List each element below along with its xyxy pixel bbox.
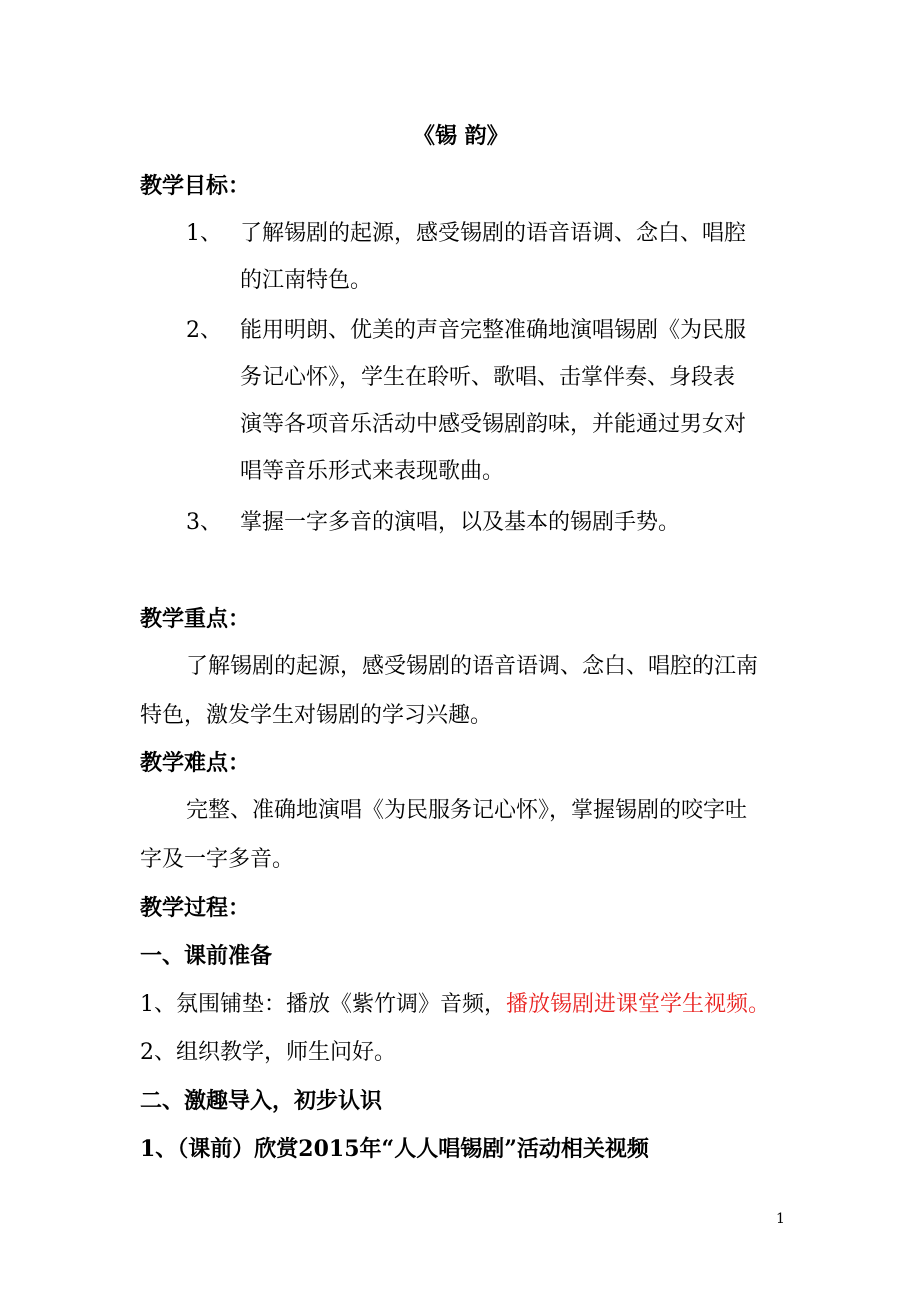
objective-item-1-continued: 的江南特色。 <box>240 268 373 293</box>
objective-number: 1、 <box>186 221 222 246</box>
objective-text: 了解锡剧的起源，感受锡剧的语音语调、念白、唱腔 <box>240 221 747 246</box>
objective-item-2-continued: 务记心怀》，学生在聆听、歌唱、击掌伴奏、身段表 <box>240 365 736 390</box>
objective-number: 3、 <box>186 510 222 535</box>
objective-number: 2、 <box>186 318 222 343</box>
section-1-item-1-text: 1、氛围铺垫：播放《紫竹调》音频， <box>140 992 506 1017</box>
section-1-heading: 一、课前准备 <box>140 943 273 969</box>
document-title: 《锡 韵》 <box>413 123 509 149</box>
objective-item-2-continued: 演等各项音乐活动中感受锡剧韵味，并能通过男女对 <box>240 412 747 437</box>
objectives-heading: 教学目标： <box>140 173 251 199</box>
objective-item-2-continued: 唱等音乐形式来表现歌曲。 <box>240 459 505 484</box>
key-points-heading: 教学重点： <box>140 606 251 632</box>
difficulties-heading: 教学难点： <box>140 750 251 776</box>
objective-item-1 <box>186 219 746 249</box>
section-1-item-1 <box>140 990 770 1020</box>
section-1-item-2: 2、组织教学，师生问好。 <box>140 1040 396 1065</box>
key-points-text: 了解锡剧的起源，感受锡剧的语音语调、念白、唱腔的江南 <box>186 654 759 679</box>
key-points-text: 特色，激发学生对锡剧的学习兴趣。 <box>140 703 493 728</box>
highlighted-text: 播放锡剧进课堂学生视频。 <box>506 992 771 1017</box>
difficulties-text: 完整、准确地演唱《为民服务记心怀》，掌握锡剧的咬字吐 <box>186 798 748 823</box>
section-2-heading: 二、激趣导入，初步认识 <box>140 1088 383 1114</box>
objective-item-2 <box>186 316 746 346</box>
process-heading: 教学过程： <box>140 895 251 921</box>
objective-item-3 <box>186 508 680 538</box>
objective-text: 能用明朗、优美的声音完整准确地演唱锡剧《为民服 <box>240 318 747 343</box>
difficulties-text: 字及一字多音。 <box>140 847 295 872</box>
objective-text: 掌握一字多音的演唱，以及基本的锡剧手势。 <box>240 510 681 535</box>
page-number: 1 <box>776 1211 785 1227</box>
section-2-item-1: 1、（课前）欣赏2015年“人人唱锡剧”活动相关视频 <box>140 1136 649 1162</box>
